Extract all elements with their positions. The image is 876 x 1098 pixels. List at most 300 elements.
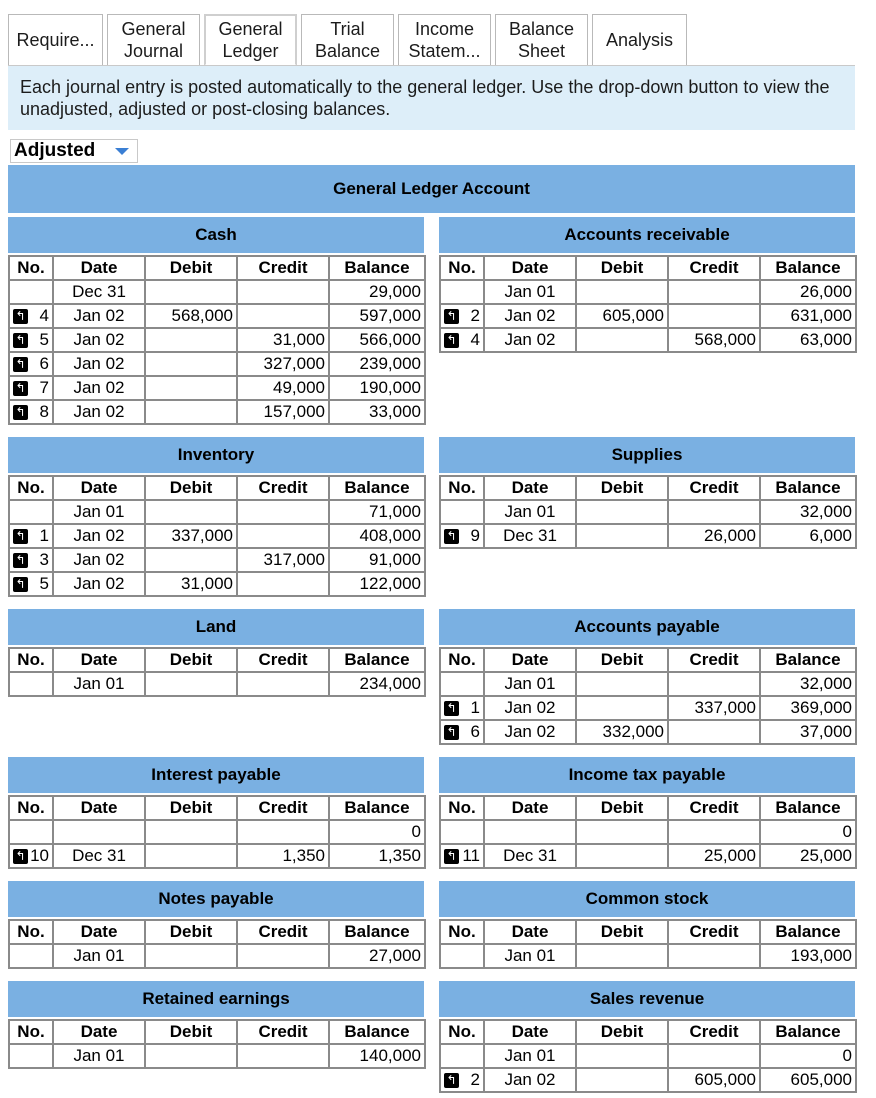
- table-row: [440, 696, 856, 720]
- return-arrow-icon[interactable]: ↰: [444, 849, 459, 864]
- entry-number-cell[interactable]: [440, 720, 484, 744]
- balance-cell: 37,000: [760, 720, 856, 744]
- account-common-stock: [439, 881, 855, 969]
- col-header-date: Date: [53, 1020, 145, 1044]
- debit-cell: [145, 1044, 237, 1068]
- return-arrow-icon[interactable]: ↰: [444, 1073, 459, 1088]
- date-cell: [484, 820, 576, 844]
- entry-number-cell: [9, 672, 53, 696]
- col-header-balance: Balance: [329, 1020, 425, 1044]
- date-cell: Jan 02: [484, 304, 576, 328]
- date-cell: Jan 01: [484, 280, 576, 304]
- account-name: Common stock: [585, 889, 709, 908]
- balance-cell: 27,000: [329, 944, 425, 968]
- col-header-credit: Credit: [668, 1020, 760, 1044]
- col-header-date: Date: [53, 648, 145, 672]
- col-header-balance: Balance: [329, 476, 425, 500]
- date-cell: Jan 01: [484, 1044, 576, 1068]
- table-row: [440, 844, 856, 868]
- credit-cell: [668, 720, 760, 744]
- tab-balance-sheet[interactable]: [495, 14, 588, 66]
- table-row: [9, 524, 425, 548]
- date-cell: Jan 01: [53, 944, 145, 968]
- credit-cell: [668, 500, 760, 524]
- credit-cell: [237, 1044, 329, 1068]
- balance-cell: 369,000: [760, 696, 856, 720]
- debit-cell: 568,000: [145, 304, 237, 328]
- debit-cell: [576, 524, 668, 548]
- entry-number-cell[interactable]: [440, 328, 484, 352]
- entry-number-cell[interactable]: [9, 376, 53, 400]
- col-header-no: No.: [9, 920, 53, 944]
- col-header-credit: Credit: [237, 476, 329, 500]
- date-cell: Dec 31: [53, 280, 145, 304]
- table-row: [9, 280, 425, 304]
- credit-cell: [237, 820, 329, 844]
- table-row: [9, 376, 425, 400]
- account-title: [439, 609, 855, 645]
- credit-cell: [668, 820, 760, 844]
- col-header-credit: Credit: [237, 256, 329, 280]
- col-header-debit: Debit: [576, 920, 668, 944]
- account-name: Land: [195, 617, 237, 636]
- entry-number: 1: [470, 698, 480, 717]
- entry-number: 10: [30, 846, 49, 865]
- entry-number-cell: [440, 1044, 484, 1068]
- account-inventory: [8, 437, 424, 597]
- credit-cell: [668, 944, 760, 968]
- entry-number-cell: [440, 820, 484, 844]
- entry-number-cell[interactable]: [440, 844, 484, 868]
- tab-analysis[interactable]: [592, 14, 687, 66]
- table-row: [9, 400, 425, 424]
- col-header-debit: Debit: [145, 920, 237, 944]
- col-header-date: Date: [53, 256, 145, 280]
- credit-cell: 337,000: [668, 696, 760, 720]
- balance-cell: 566,000: [329, 328, 425, 352]
- tab-label: General: [218, 19, 283, 39]
- account-title: [439, 981, 855, 1017]
- balance-cell: 234,000: [329, 672, 425, 696]
- entry-number-cell: [440, 500, 484, 524]
- col-header-balance: Balance: [760, 256, 856, 280]
- col-header-date: Date: [53, 796, 145, 820]
- account-title: [8, 757, 424, 793]
- account-title: [439, 757, 855, 793]
- account-title: [8, 437, 424, 473]
- entry-number: 6: [39, 354, 49, 373]
- date-cell: Jan 02: [484, 1068, 576, 1092]
- general-ledger-title: General Ledger Account: [333, 179, 530, 198]
- balance-view-dropdown[interactable]: [10, 139, 138, 163]
- credit-cell: [237, 572, 329, 596]
- debit-cell: [576, 280, 668, 304]
- account-income-tax-payable: [439, 757, 855, 869]
- return-arrow-icon[interactable]: ↰: [444, 725, 459, 740]
- debit-cell: [576, 1068, 668, 1092]
- date-cell: Jan 01: [53, 672, 145, 696]
- entry-number-cell[interactable]: [9, 572, 53, 596]
- balance-cell: 122,000: [329, 572, 425, 596]
- table-row: [440, 944, 856, 968]
- account-supplies: [439, 437, 855, 549]
- col-header-no: No.: [9, 1020, 53, 1044]
- debit-cell: [145, 328, 237, 352]
- credit-cell: 568,000: [668, 328, 760, 352]
- table-row: [440, 672, 856, 696]
- ledger-header-row: [440, 796, 856, 820]
- col-header-date: Date: [484, 648, 576, 672]
- general-ledger-header: [8, 165, 855, 213]
- entry-number: 9: [470, 526, 480, 545]
- balance-cell: 6,000: [760, 524, 856, 548]
- credit-cell: 31,000: [237, 328, 329, 352]
- col-header-no: No.: [440, 920, 484, 944]
- chevron-down-icon: [115, 148, 129, 155]
- date-cell: Jan 02: [53, 376, 145, 400]
- tab-income-statement[interactable]: [398, 14, 491, 66]
- account-accounts-payable: [439, 609, 855, 745]
- ledger-table: [439, 475, 857, 549]
- return-arrow-icon[interactable]: ↰: [444, 309, 459, 324]
- date-cell: Jan 02: [53, 328, 145, 352]
- credit-cell: [668, 1044, 760, 1068]
- ledger-header-row: [9, 920, 425, 944]
- date-cell: [53, 820, 145, 844]
- balance-cell: 1,350: [329, 844, 425, 868]
- balance-cell: 26,000: [760, 280, 856, 304]
- col-header-no: No.: [9, 648, 53, 672]
- credit-cell: 1,350: [237, 844, 329, 868]
- date-cell: Jan 02: [484, 696, 576, 720]
- account-accounts-receivable: [439, 217, 855, 353]
- ledger-header-row: [9, 796, 425, 820]
- col-header-balance: Balance: [329, 796, 425, 820]
- debit-cell: [145, 844, 237, 868]
- tab-label: Balance: [314, 41, 381, 61]
- date-cell: Dec 31: [53, 844, 145, 868]
- credit-cell: 605,000: [668, 1068, 760, 1092]
- date-cell: Jan 01: [484, 944, 576, 968]
- table-row: [440, 820, 856, 844]
- debit-cell: [145, 500, 237, 524]
- date-cell: Jan 02: [53, 524, 145, 548]
- ledger-table: [439, 647, 857, 745]
- entry-number-cell: [440, 672, 484, 696]
- balance-cell: 32,000: [760, 672, 856, 696]
- account-land: [8, 609, 424, 697]
- date-cell: Dec 31: [484, 524, 576, 548]
- account-name: Interest payable: [151, 765, 281, 784]
- balance-cell: 32,000: [760, 500, 856, 524]
- debit-cell: [576, 672, 668, 696]
- account-title: [8, 981, 424, 1017]
- table-row: [9, 328, 425, 352]
- ledger-header-row: [9, 648, 425, 672]
- return-arrow-icon[interactable]: ↰: [13, 333, 28, 348]
- ledger-header-row: [440, 920, 856, 944]
- account-name: Supplies: [611, 445, 683, 464]
- entry-number-cell: [9, 944, 53, 968]
- account-retained-earnings: [8, 981, 424, 1069]
- return-arrow-icon[interactable]: ↰: [13, 405, 28, 420]
- date-cell: Jan 01: [484, 672, 576, 696]
- ledger-header-row: [440, 476, 856, 500]
- debit-cell: [576, 820, 668, 844]
- account-interest-payable: [8, 757, 424, 869]
- account-title: [439, 437, 855, 473]
- return-arrow-icon[interactable]: ↰: [444, 701, 459, 716]
- debit-cell: 605,000: [576, 304, 668, 328]
- ledger-table: [8, 647, 426, 697]
- account-name: Accounts receivable: [564, 225, 730, 244]
- balance-cell: 140,000: [329, 1044, 425, 1068]
- entry-number-cell[interactable]: [440, 304, 484, 328]
- table-row: [440, 720, 856, 744]
- balance-cell: 0: [329, 820, 425, 844]
- tab-trial-balance[interactable]: [301, 14, 394, 66]
- return-arrow-icon[interactable]: ↰: [13, 577, 28, 592]
- entry-number: 5: [39, 574, 49, 593]
- balance-cell: 63,000: [760, 328, 856, 352]
- balance-cell: 597,000: [329, 304, 425, 328]
- account-name: Sales revenue: [589, 989, 705, 1008]
- ledger-table: [8, 919, 426, 969]
- entry-number-cell[interactable]: [9, 844, 53, 868]
- col-header-credit: Credit: [237, 1020, 329, 1044]
- date-cell: Dec 31: [484, 844, 576, 868]
- account-title: [439, 881, 855, 917]
- table-row: [440, 1068, 856, 1092]
- date-cell: Jan 01: [484, 500, 576, 524]
- credit-cell: [237, 524, 329, 548]
- col-header-no: No.: [9, 476, 53, 500]
- table-row: [440, 328, 856, 352]
- table-row: [9, 944, 425, 968]
- credit-cell: [237, 500, 329, 524]
- balance-cell: 71,000: [329, 500, 425, 524]
- return-arrow-icon[interactable]: ↰: [13, 381, 28, 396]
- entry-number-cell[interactable]: [9, 524, 53, 548]
- ledger-header-row: [9, 256, 425, 280]
- table-row: [440, 500, 856, 524]
- entry-number-cell: [9, 280, 53, 304]
- debit-cell: [576, 944, 668, 968]
- col-header-credit: Credit: [668, 476, 760, 500]
- return-arrow-icon[interactable]: ↰: [13, 529, 28, 544]
- col-header-debit: Debit: [145, 1020, 237, 1044]
- return-arrow-icon[interactable]: ↰: [13, 357, 28, 372]
- debit-cell: 337,000: [145, 524, 237, 548]
- tab-required[interactable]: [8, 14, 103, 66]
- tab-label: Balance: [508, 19, 575, 39]
- entry-number-cell: [440, 944, 484, 968]
- table-row: [9, 500, 425, 524]
- col-header-debit: Debit: [576, 648, 668, 672]
- debit-cell: [145, 820, 237, 844]
- ledger-header-row: [9, 1020, 425, 1044]
- balance-cell: 190,000: [329, 376, 425, 400]
- ledger-table: [439, 919, 857, 969]
- account-name: Income tax payable: [568, 765, 726, 784]
- entry-number: 2: [470, 1070, 480, 1089]
- col-header-debit: Debit: [145, 256, 237, 280]
- entry-number-cell[interactable]: [9, 352, 53, 376]
- col-header-no: No.: [440, 1020, 484, 1044]
- ledger-table: [8, 475, 426, 597]
- col-header-credit: Credit: [668, 648, 760, 672]
- balance-cell: 239,000: [329, 352, 425, 376]
- col-header-no: No.: [440, 256, 484, 280]
- date-cell: Jan 02: [53, 572, 145, 596]
- ledger-table: [439, 1019, 857, 1093]
- entry-number-cell: [9, 1044, 53, 1068]
- date-cell: Jan 02: [53, 352, 145, 376]
- account-notes-payable: [8, 881, 424, 969]
- credit-cell: 317,000: [237, 548, 329, 572]
- tab-label: Require...: [16, 30, 95, 50]
- entry-number-cell[interactable]: [9, 328, 53, 352]
- col-header-credit: Credit: [237, 920, 329, 944]
- return-arrow-icon[interactable]: ↰: [13, 849, 28, 864]
- debit-cell: [145, 280, 237, 304]
- credit-cell: [668, 672, 760, 696]
- table-row: [440, 1044, 856, 1068]
- entry-number-cell: [9, 500, 53, 524]
- ledger-table: [8, 255, 426, 425]
- col-header-credit: Credit: [237, 796, 329, 820]
- col-header-no: No.: [9, 796, 53, 820]
- credit-cell: [237, 944, 329, 968]
- tab-general-ledger[interactable]: [204, 14, 297, 66]
- entry-number-cell[interactable]: [440, 696, 484, 720]
- col-header-no: No.: [9, 256, 53, 280]
- credit-cell: [668, 304, 760, 328]
- dropdown-selected-value: Adjusted: [14, 140, 96, 161]
- tab-general-journal[interactable]: [107, 14, 200, 66]
- col-header-date: Date: [53, 476, 145, 500]
- date-cell: Jan 02: [53, 304, 145, 328]
- credit-cell: 157,000: [237, 400, 329, 424]
- entry-number-cell[interactable]: [9, 304, 53, 328]
- entry-number-cell[interactable]: [440, 524, 484, 548]
- col-header-debit: Debit: [145, 648, 237, 672]
- tab-label: Analysis: [605, 30, 674, 50]
- credit-cell: 25,000: [668, 844, 760, 868]
- table-row: [440, 280, 856, 304]
- entry-number-cell[interactable]: [9, 548, 53, 572]
- account-name: Notes payable: [158, 889, 274, 908]
- col-header-balance: Balance: [329, 920, 425, 944]
- ledger-table: [439, 255, 857, 353]
- account-title: [8, 217, 424, 253]
- account-title: [439, 217, 855, 253]
- debit-cell: 332,000: [576, 720, 668, 744]
- col-header-debit: Debit: [145, 796, 237, 820]
- ledger-table: [439, 795, 857, 869]
- ledger-header-row: [9, 476, 425, 500]
- credit-cell: [237, 672, 329, 696]
- entry-number: 6: [470, 722, 480, 741]
- col-header-balance: Balance: [760, 476, 856, 500]
- col-header-balance: Balance: [760, 920, 856, 944]
- col-header-date: Date: [484, 920, 576, 944]
- entry-number: 8: [39, 402, 49, 421]
- tab-label: Sheet: [517, 41, 566, 61]
- return-arrow-icon[interactable]: ↰: [13, 309, 28, 324]
- balance-cell: 631,000: [760, 304, 856, 328]
- tab-label: Journal: [123, 41, 184, 61]
- debit-cell: [145, 376, 237, 400]
- ledger-table: [8, 1019, 426, 1069]
- date-cell: Jan 02: [53, 548, 145, 572]
- balance-cell: 0: [760, 1044, 856, 1068]
- table-row: [9, 1044, 425, 1068]
- debit-cell: [576, 1044, 668, 1068]
- table-row: [9, 548, 425, 572]
- debit-cell: [576, 328, 668, 352]
- credit-cell: [237, 304, 329, 328]
- date-cell: Jan 02: [484, 720, 576, 744]
- debit-cell: [576, 696, 668, 720]
- col-header-balance: Balance: [329, 648, 425, 672]
- ledger-header-row: [440, 1020, 856, 1044]
- debit-cell: [576, 500, 668, 524]
- col-header-no: No.: [440, 648, 484, 672]
- instructions-text: Each journal entry is posted automatically to the general ledger. Use the drop-down button to view the unadjusted, adjusted or post-closing balances.: [20, 77, 830, 119]
- account-title: [8, 609, 424, 645]
- date-cell: Jan 01: [53, 500, 145, 524]
- col-header-debit: Debit: [576, 256, 668, 280]
- entry-number-cell[interactable]: [9, 400, 53, 424]
- debit-cell: [145, 672, 237, 696]
- credit-cell: [237, 280, 329, 304]
- ledger-header-row: [440, 648, 856, 672]
- col-header-date: Date: [484, 796, 576, 820]
- entry-number: 4: [39, 306, 49, 325]
- col-header-credit: Credit: [668, 256, 760, 280]
- table-row: [9, 820, 425, 844]
- entry-number-cell[interactable]: [440, 1068, 484, 1092]
- col-header-debit: Debit: [576, 796, 668, 820]
- debit-cell: [576, 844, 668, 868]
- col-header-no: No.: [440, 796, 484, 820]
- col-header-credit: Credit: [668, 920, 760, 944]
- ledger-table: [8, 795, 426, 869]
- tab-label: Income: [414, 19, 475, 39]
- col-header-date: Date: [53, 920, 145, 944]
- balance-cell: 0: [760, 820, 856, 844]
- balance-cell: 33,000: [329, 400, 425, 424]
- return-arrow-icon[interactable]: ↰: [13, 553, 28, 568]
- col-header-date: Date: [484, 256, 576, 280]
- return-arrow-icon[interactable]: ↰: [444, 333, 459, 348]
- table-row: [440, 524, 856, 548]
- entry-number: 5: [39, 330, 49, 349]
- col-header-no: No.: [440, 476, 484, 500]
- date-cell: Jan 02: [53, 400, 145, 424]
- date-cell: Jan 02: [484, 328, 576, 352]
- col-header-debit: Debit: [576, 1020, 668, 1044]
- date-cell: Jan 01: [53, 1044, 145, 1068]
- col-header-balance: Balance: [760, 648, 856, 672]
- account-cash: [8, 217, 424, 425]
- balance-cell: 29,000: [329, 280, 425, 304]
- entry-number: 7: [39, 378, 49, 397]
- balance-cell: 408,000: [329, 524, 425, 548]
- return-arrow-icon[interactable]: ↰: [444, 529, 459, 544]
- entry-number: 3: [39, 550, 49, 569]
